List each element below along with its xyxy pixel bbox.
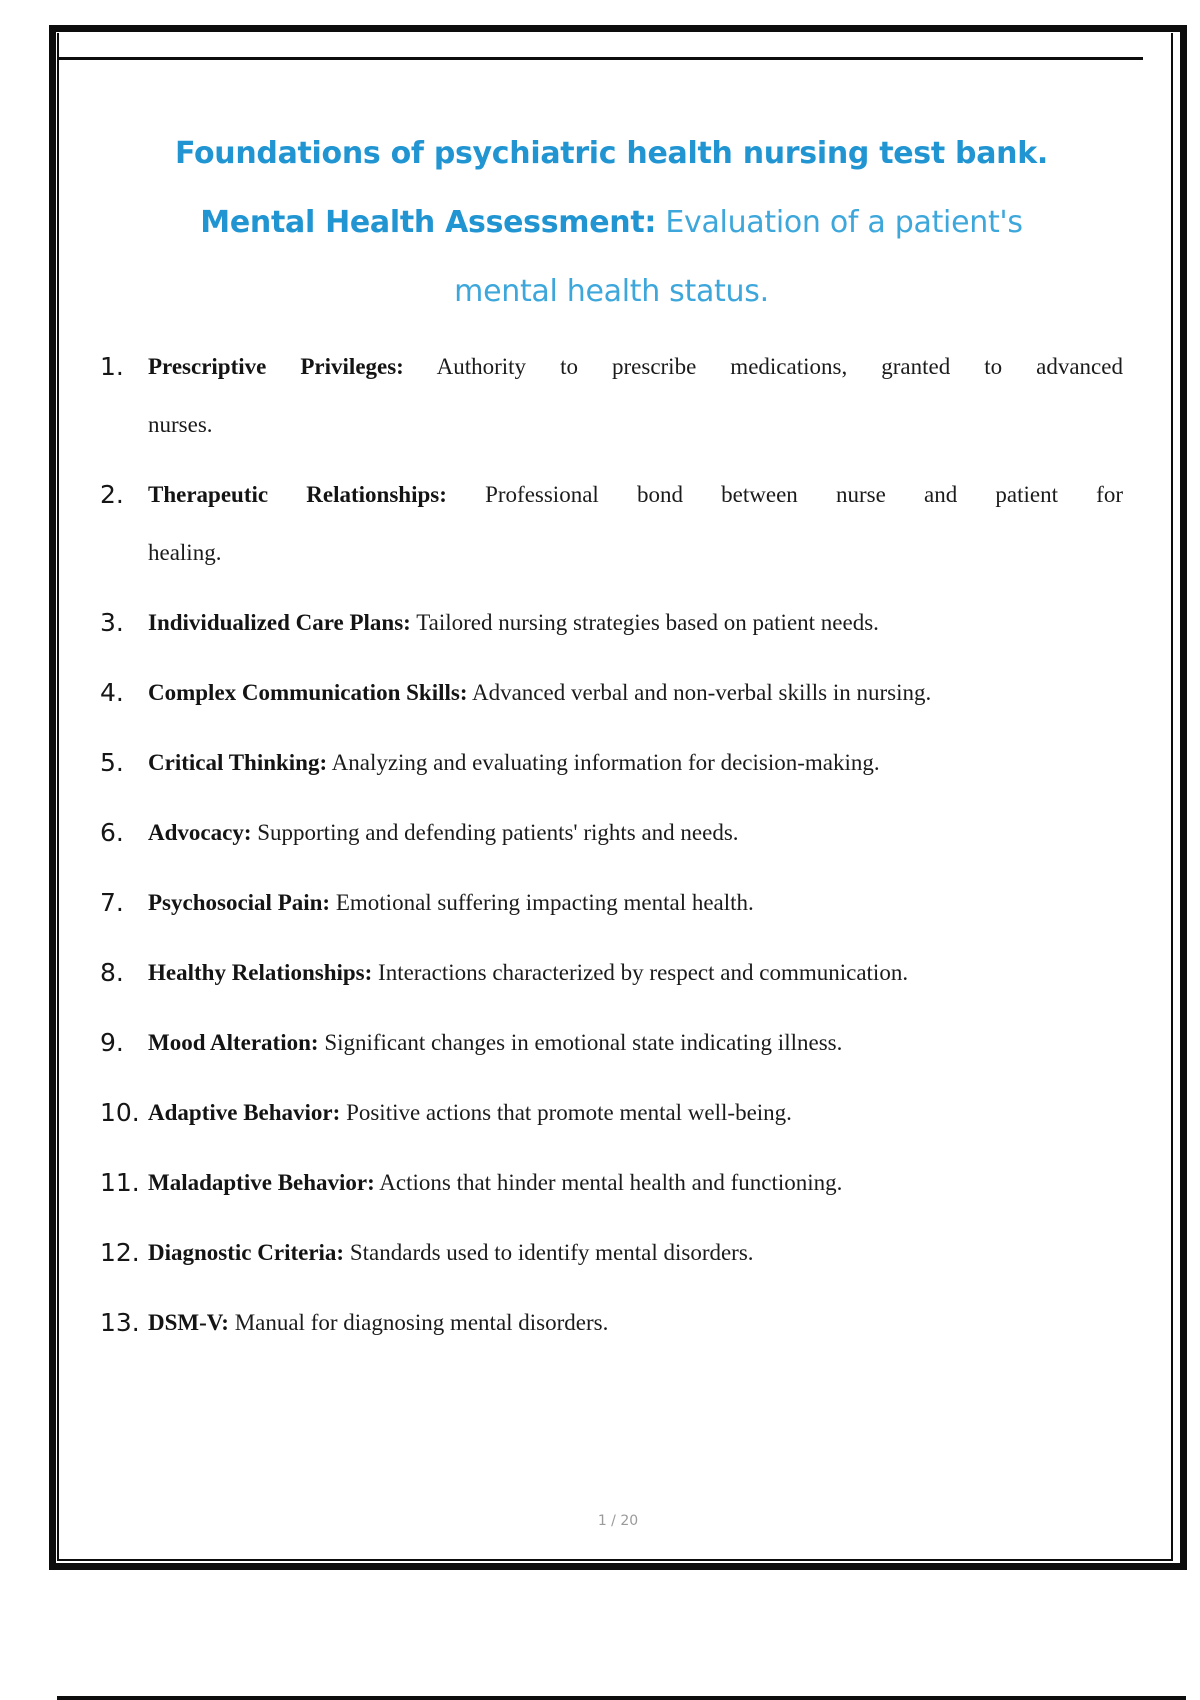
list-item <box>100 1154 1123 1212</box>
list-item <box>100 466 1123 582</box>
item-definition-line <box>148 804 1123 862</box>
item-term: Healthy Relationships: <box>148 960 373 985</box>
list-item <box>100 1084 1123 1142</box>
item-description: Interactions characterized by respect and communication. <box>378 960 909 985</box>
item-text <box>148 1294 1123 1352</box>
item-text <box>148 804 1123 862</box>
list-item <box>100 944 1123 1002</box>
title-line-2-rest: Evaluation of a patient's <box>665 205 1023 240</box>
item-description: Authority to prescribe medications, granted to advanced <box>436 354 1123 379</box>
title-line-1: Foundations of psychiatric health nursing test bank. <box>175 136 1048 171</box>
item-definition-line <box>148 594 1123 652</box>
item-definition-line <box>148 1294 1123 1352</box>
item-text <box>148 664 1123 722</box>
item-description: Tailored nursing strategies based on patient needs. <box>416 610 879 635</box>
item-number: 2. <box>100 480 124 509</box>
item-text <box>148 734 1123 792</box>
title-line-2 <box>100 188 1123 257</box>
item-definition-line <box>148 1084 1123 1142</box>
item-description: Standards used to identify mental disorders. <box>349 1240 754 1265</box>
item-description: Significant changes in emotional state indicating illness. <box>324 1030 843 1055</box>
item-text <box>148 1224 1123 1282</box>
item-description: Manual for diagnosing mental disorders. <box>234 1310 609 1335</box>
item-term: Therapeutic Relationships: <box>148 482 447 507</box>
item-description: Actions that hinder mental health and functioning. <box>379 1170 843 1195</box>
item-number: 13. <box>100 1308 140 1337</box>
next-page-top-border <box>57 1696 1186 1700</box>
item-text <box>148 1014 1123 1072</box>
list-item <box>100 1294 1123 1352</box>
item-definition-line <box>148 1014 1123 1072</box>
item-number: 3. <box>100 608 124 637</box>
item-definition-line <box>148 874 1123 932</box>
item-description: Emotional suffering impacting mental health. <box>335 890 754 915</box>
item-number: 12. <box>100 1238 140 1267</box>
item-term: Psychosocial Pain: <box>148 890 331 915</box>
list-item <box>100 338 1123 454</box>
item-term: Advocacy: <box>148 820 252 845</box>
item-term: Individualized Care Plans: <box>148 610 411 635</box>
item-definition-line <box>148 338 1123 396</box>
list-item <box>100 874 1123 932</box>
item-term: Adaptive Behavior: <box>148 1100 341 1125</box>
item-description: Professional bond between nurse and patient for <box>485 482 1123 507</box>
terms-list <box>100 338 1123 1352</box>
title-line-2-term: Mental Health Assessment: <box>200 205 657 240</box>
item-text <box>148 874 1123 932</box>
item-number: 8. <box>100 958 124 987</box>
item-text <box>148 594 1123 652</box>
item-number: 6. <box>100 818 124 847</box>
item-number: 5. <box>100 748 124 777</box>
title-line-3: mental health status. <box>454 274 769 309</box>
item-number: 9. <box>100 1028 124 1057</box>
item-description: Supporting and defending patients' rights and needs. <box>257 820 739 845</box>
item-term: Complex Communication Skills: <box>148 680 468 705</box>
item-definition-line <box>148 734 1123 792</box>
document-title <box>100 119 1123 326</box>
item-term: DSM-V: <box>148 1310 229 1335</box>
item-number: 1. <box>100 352 124 381</box>
item-number: 4. <box>100 678 124 707</box>
item-term: Critical Thinking: <box>148 750 328 775</box>
item-text <box>148 466 1123 582</box>
item-description: Advanced verbal and non-verbal skills in nursing. <box>471 680 932 705</box>
list-item <box>100 804 1123 862</box>
item-number: 10. <box>100 1098 140 1127</box>
item-description-continued: healing. <box>148 540 222 565</box>
item-term: Maladaptive Behavior: <box>148 1170 375 1195</box>
item-description: Positive actions that promote mental well-being. <box>346 1100 792 1125</box>
page-number: 1 / 20 <box>597 1513 639 1529</box>
list-item <box>100 734 1123 792</box>
page-content <box>100 59 1123 1364</box>
list-item <box>100 1224 1123 1282</box>
item-description: Analyzing and evaluating information for decision-making. <box>331 750 880 775</box>
item-definition-line <box>148 944 1123 1002</box>
item-term: Prescriptive Privileges: <box>148 354 404 379</box>
list-item <box>100 594 1123 652</box>
item-term: Diagnostic Criteria: <box>148 1240 345 1265</box>
item-definition-line <box>148 466 1123 524</box>
item-description-continued: nurses. <box>148 412 213 437</box>
item-number: 7. <box>100 888 124 917</box>
list-item <box>100 1014 1123 1072</box>
item-definition-line <box>148 1154 1123 1212</box>
item-term: Mood Alteration: <box>148 1030 319 1055</box>
item-text <box>148 338 1123 454</box>
item-definition-line <box>148 664 1123 722</box>
item-definition-line <box>148 1224 1123 1282</box>
item-text <box>148 1154 1123 1212</box>
list-item <box>100 664 1123 722</box>
item-text <box>148 1084 1123 1142</box>
item-text <box>148 944 1123 1002</box>
item-number: 11. <box>100 1168 140 1197</box>
